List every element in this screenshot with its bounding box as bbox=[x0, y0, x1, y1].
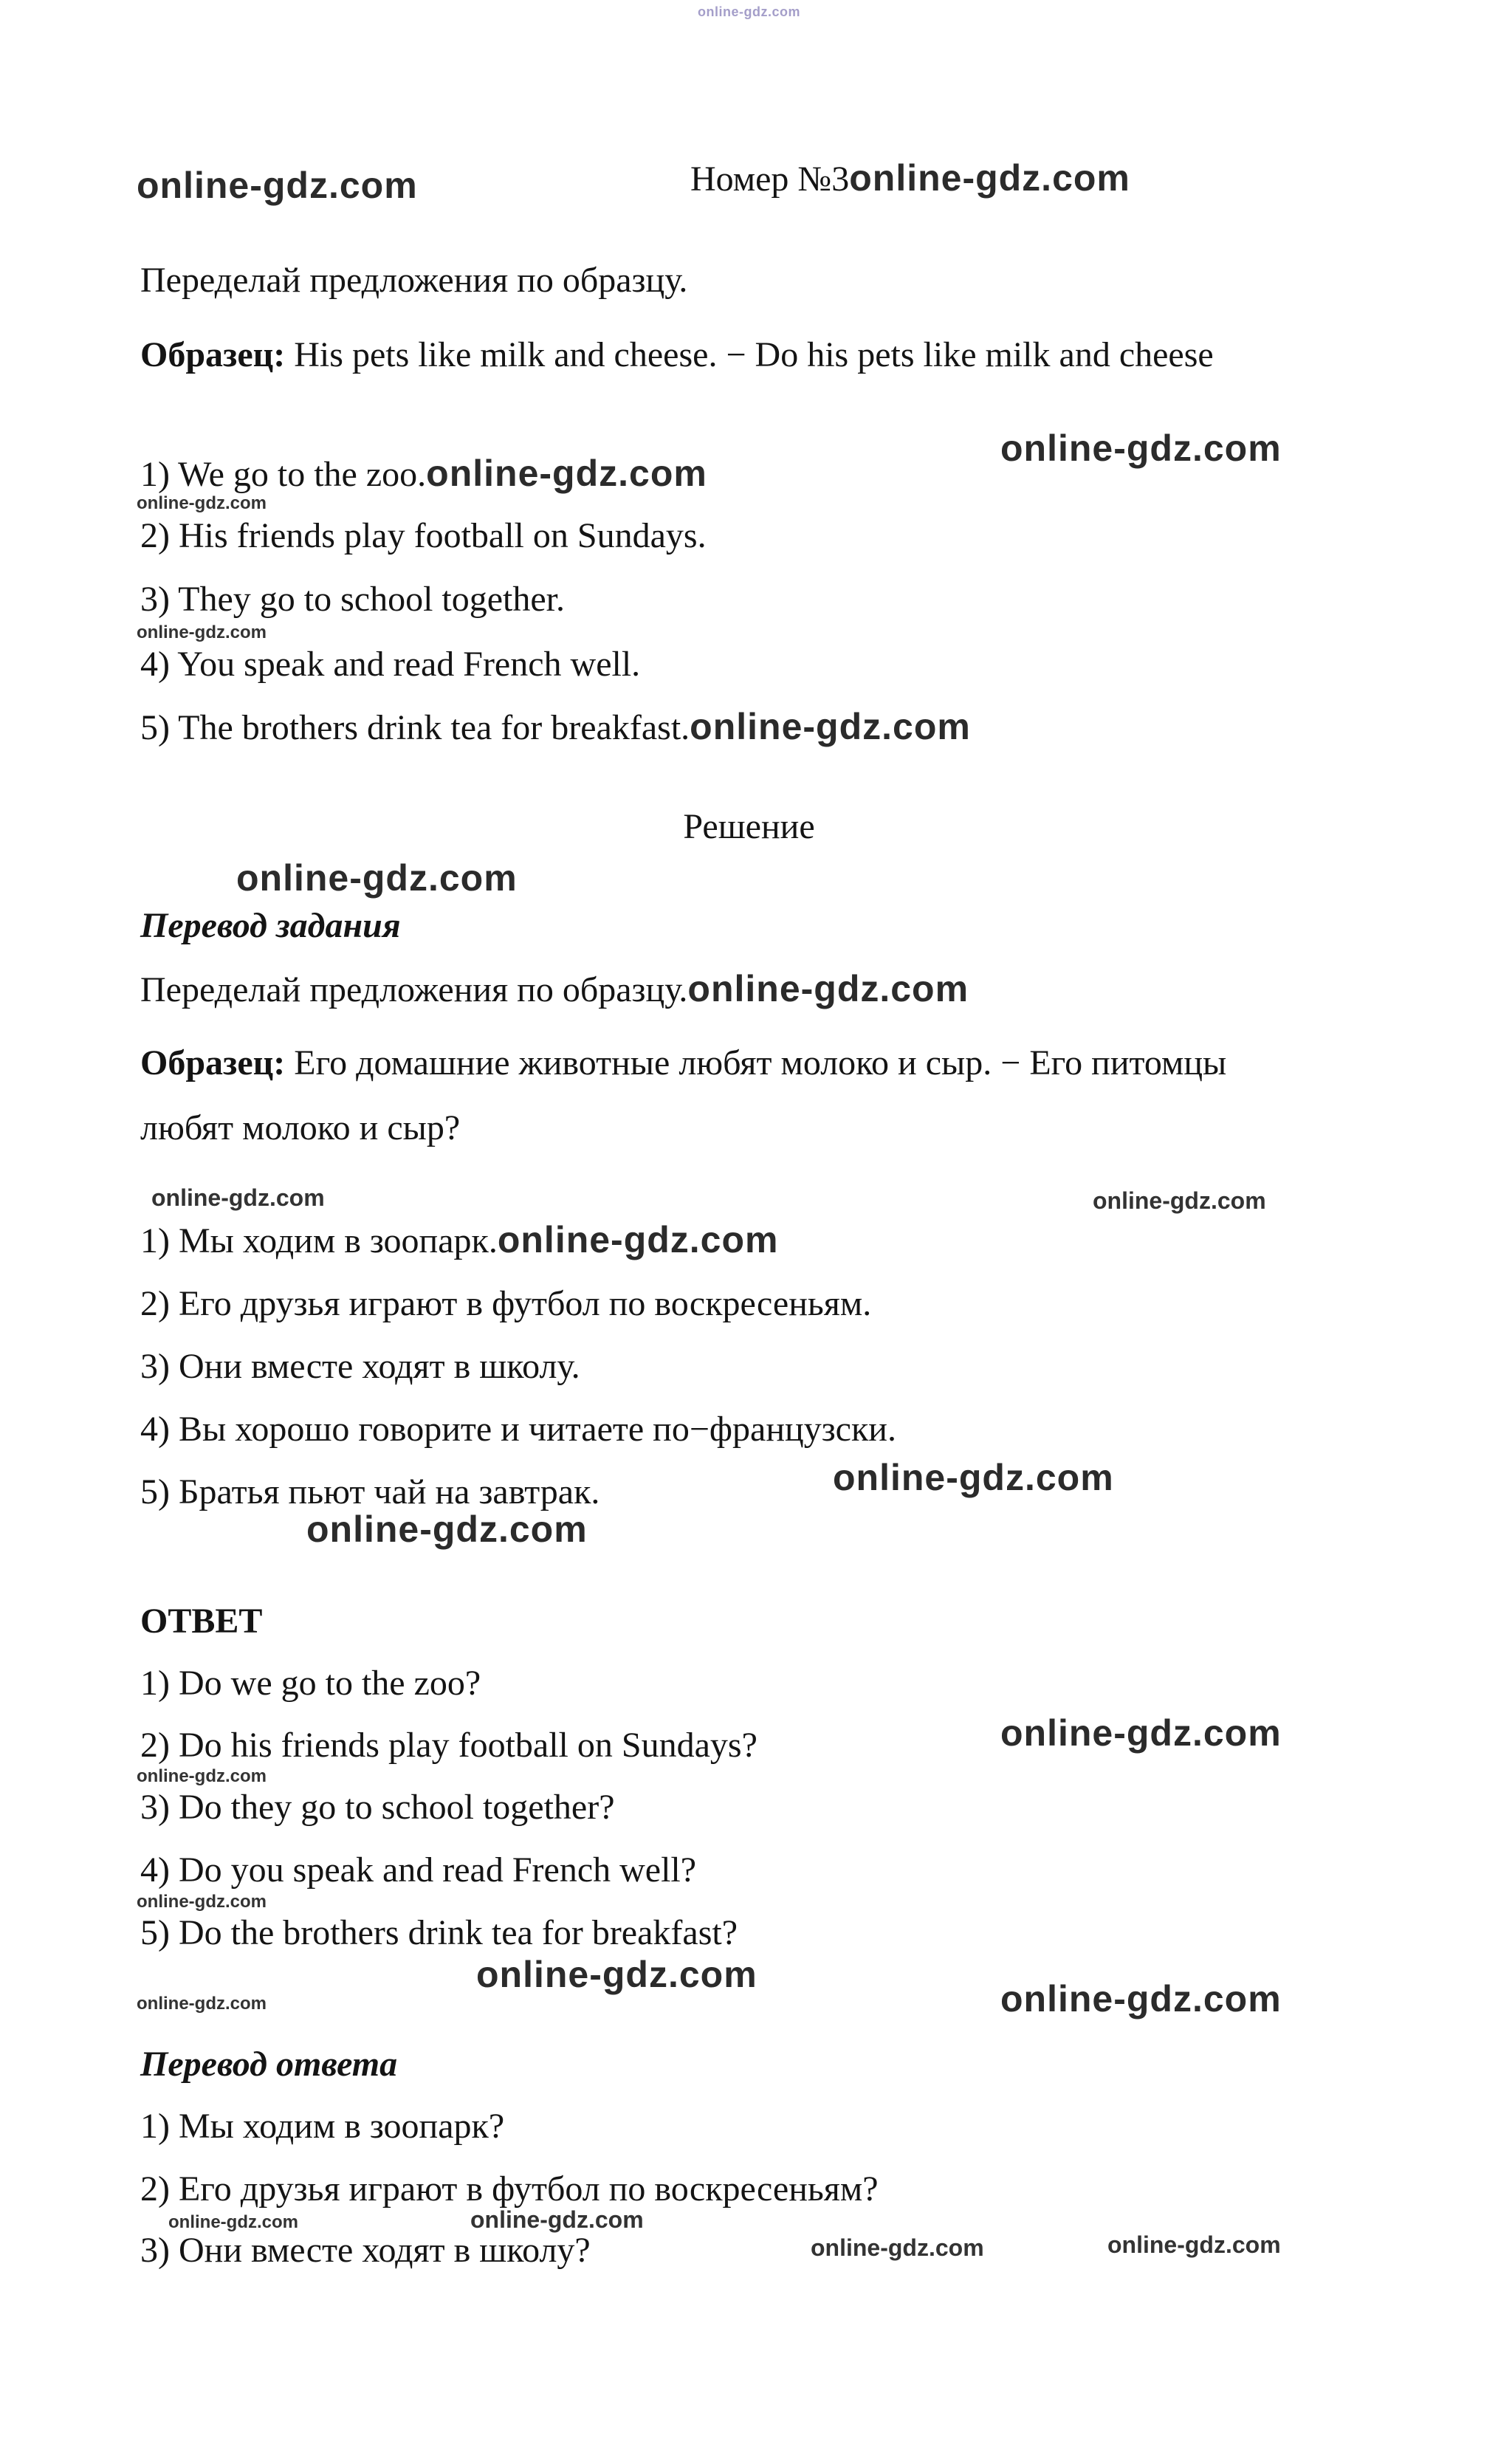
task-item-text: 5) The brothers drink tea for breakfast. bbox=[140, 708, 690, 747]
watermark: online-gdz.com bbox=[690, 706, 971, 747]
watermark: online-gdz.com bbox=[137, 165, 418, 206]
watermark: online-gdz.com bbox=[470, 2206, 644, 2233]
watermark: online-gdz.com bbox=[476, 1954, 757, 1995]
watermark: online-gdz.com bbox=[137, 493, 267, 513]
task-item: 2) His friends play football on Sundays. bbox=[140, 516, 707, 555]
sample-text: Его домашние животные любят молоко и сыр. − Его питомцы любят молоко и сыр? bbox=[140, 1043, 1227, 1147]
watermark: online-gdz.com bbox=[137, 1994, 267, 2014]
watermark: online-gdz.com bbox=[306, 1509, 588, 1550]
task-item: 3) They go to school together. bbox=[140, 580, 566, 619]
header bbox=[690, 157, 1130, 199]
watermark: online-gdz.com bbox=[1107, 2231, 1281, 2258]
solution-item bbox=[140, 1218, 779, 1261]
answer-heading: ОТВЕТ bbox=[140, 1602, 263, 1641]
solution-item: 5) Братья пьют чай на завтрак. bbox=[140, 1472, 600, 1511]
page-title: Номер №3 bbox=[690, 159, 850, 199]
watermark: online-gdz.com bbox=[137, 622, 267, 642]
watermark: online-gdz.com bbox=[833, 1457, 1114, 1498]
task-item-text: 1) We go to the zoo. bbox=[140, 455, 427, 494]
watermark: online-gdz.com bbox=[1000, 1978, 1282, 2019]
watermark: online-gdz.com bbox=[849, 157, 1130, 199]
solution-intro-text: Переделай предложения по образцу. bbox=[140, 970, 688, 1009]
answer-item: 5) Do the brothers drink tea for breakfast? bbox=[140, 1913, 738, 1952]
answer-translation-heading: Перевод ответа bbox=[140, 2045, 398, 2084]
watermark: online-gdz.com bbox=[137, 1766, 267, 1786]
task-sample bbox=[140, 323, 1336, 388]
solution-item-text: 1) Мы ходим в зоопарк. bbox=[140, 1221, 498, 1260]
sample-text: His pets like milk and cheese. − Do his pets like milk and cheese bbox=[285, 335, 1214, 374]
answer-item: 3) Do they go to school together? bbox=[140, 1788, 615, 1827]
watermark: online-gdz.com bbox=[811, 2234, 984, 2261]
solution-item: 3) Они вместе ходят в школу. bbox=[140, 1347, 580, 1386]
watermark: online-gdz.com bbox=[698, 4, 800, 19]
watermark: online-gdz.com bbox=[497, 1219, 779, 1260]
task-item: 4) You speak and read French well. bbox=[140, 645, 641, 684]
task-item bbox=[140, 705, 971, 748]
answer-item: 4) Do you speak and read French well? bbox=[140, 1850, 697, 1890]
sample-label: Образец: bbox=[140, 335, 286, 374]
solution-item: 4) Вы хорошо говорите и читаете по−французски. bbox=[140, 1410, 896, 1449]
watermark: online-gdz.com bbox=[1000, 428, 1282, 469]
sample-label: Образец: bbox=[140, 1043, 286, 1082]
answer-translation-item: 2) Его друзья играют в футбол по воскресеньям? bbox=[140, 2169, 879, 2209]
watermark: online-gdz.com bbox=[687, 968, 969, 1009]
task-item bbox=[140, 452, 707, 495]
solution-item: 2) Его друзья играют в футбол по воскресеньям. bbox=[140, 1284, 872, 1323]
answer-translation-item: 3) Они вместе ходят в школу? bbox=[140, 2231, 591, 2270]
solution-heading: Решение bbox=[683, 807, 815, 846]
solution-sample bbox=[140, 1031, 1322, 1161]
translation-heading: Перевод задания bbox=[140, 906, 401, 945]
watermark: online-gdz.com bbox=[1093, 1187, 1266, 1214]
answer-translation-item: 1) Мы ходим в зоопарк? bbox=[140, 2107, 505, 2146]
answer-item: 1) Do we go to the zoo? bbox=[140, 1664, 481, 1703]
watermark: online-gdz.com bbox=[236, 857, 518, 899]
answer-item: 2) Do his friends play football on Sundays? bbox=[140, 1726, 757, 1765]
watermark: online-gdz.com bbox=[137, 1892, 267, 1912]
watermark: online-gdz.com bbox=[1000, 1712, 1282, 1754]
watermark: online-gdz.com bbox=[426, 453, 707, 494]
task-intro: Переделай предложения по образцу. bbox=[140, 261, 688, 300]
watermark: online-gdz.com bbox=[168, 2212, 298, 2232]
solution-intro bbox=[140, 967, 969, 1010]
watermark: online-gdz.com bbox=[151, 1184, 325, 1211]
